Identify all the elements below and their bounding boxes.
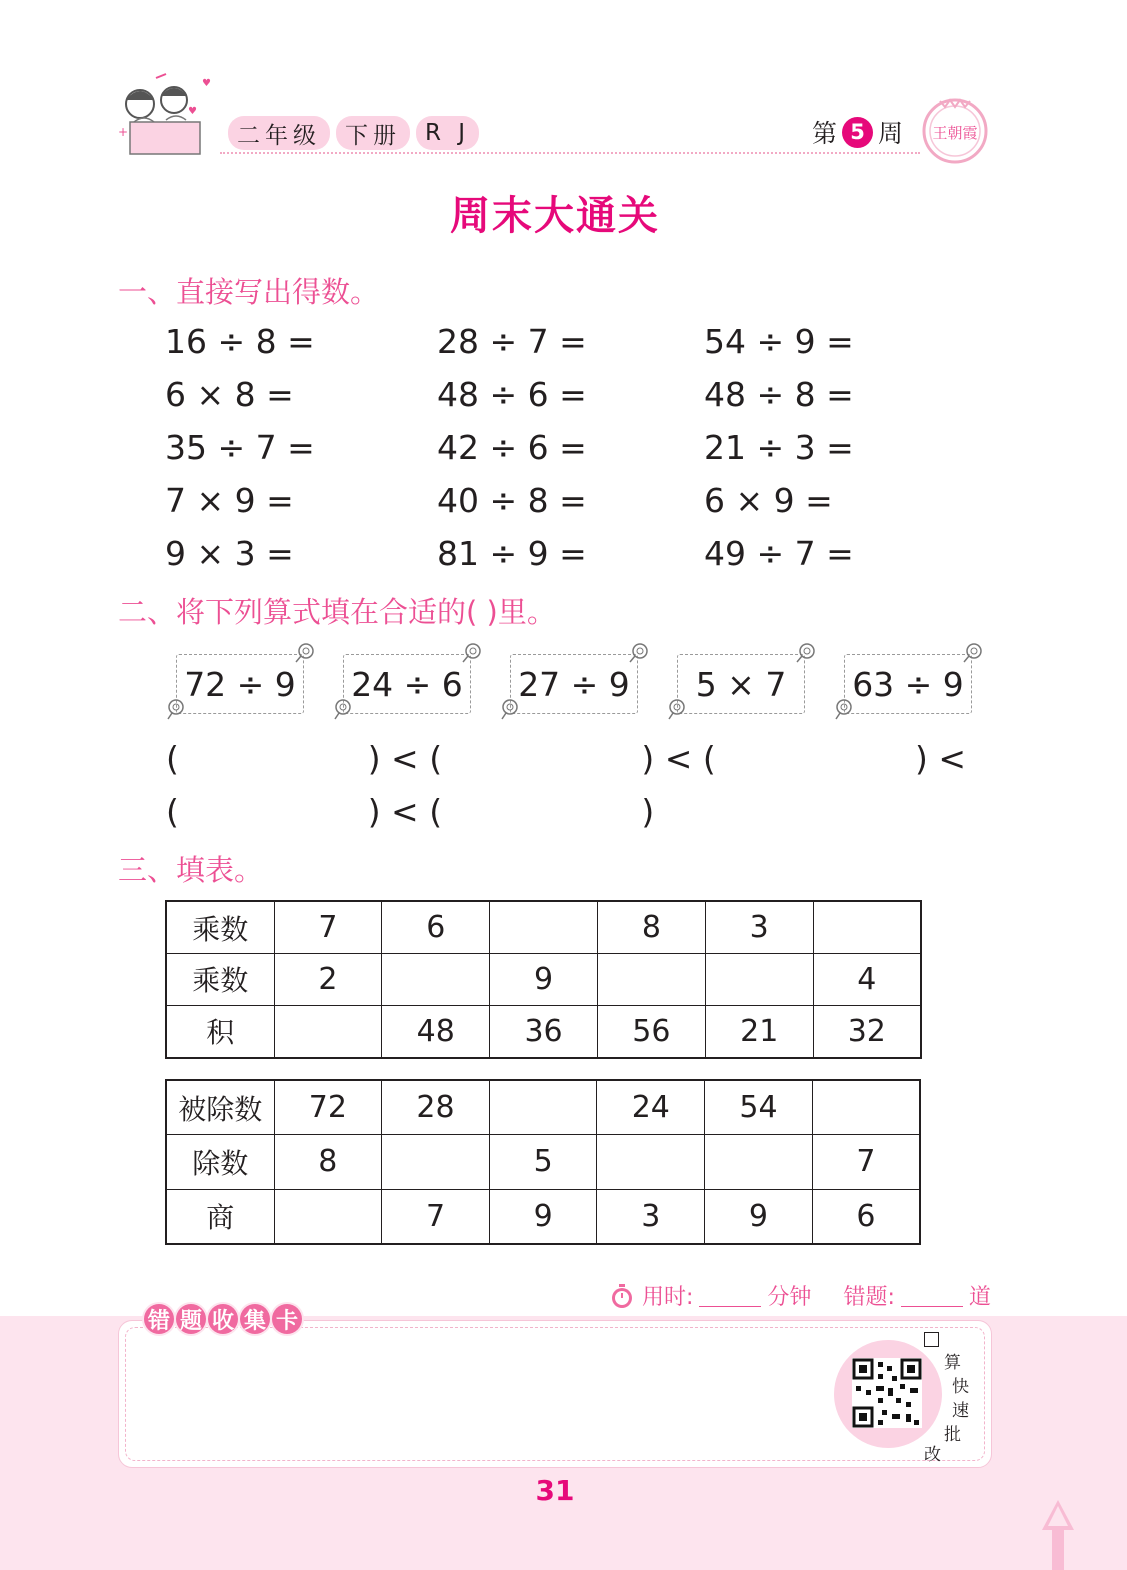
table-row — [166, 1005, 921, 1058]
problem: 42 ÷ 6 = — [437, 428, 587, 467]
problem: 16 ÷ 8 = — [165, 322, 315, 361]
grade-pill: 二年级 — [228, 116, 330, 150]
problem: 81 ÷ 9 = — [437, 534, 587, 573]
checkbox-icon[interactable] — [924, 1332, 939, 1347]
ordering-line-2[interactable]: ( ) < ( ) — [166, 792, 655, 831]
table-row — [166, 1189, 920, 1244]
table-cell: 3 — [705, 901, 813, 954]
svg-text:王朝霞: 王朝霞 — [932, 124, 978, 142]
problem: 7 × 9 = — [165, 481, 294, 520]
svg-text:+: + — [118, 125, 129, 139]
table-cell-blank[interactable] — [597, 1135, 705, 1189]
svg-text:♥: ♥ — [188, 106, 197, 117]
problem: 48 ÷ 6 = — [437, 375, 587, 414]
week-suffix: 周 — [878, 119, 904, 148]
row-label: 乘数 — [166, 901, 274, 954]
tag-char: 题 — [176, 1304, 206, 1334]
table-cell: 28 — [382, 1080, 490, 1135]
table-cell: 7 — [274, 901, 382, 954]
lollipop-icon — [962, 642, 984, 664]
division-table — [165, 1079, 921, 1245]
table-cell-blank[interactable] — [597, 954, 705, 1006]
week-prefix: 第 — [812, 119, 838, 148]
qr-caption-char: 改 — [924, 1445, 941, 1465]
edition-pill: R J — [416, 116, 479, 150]
table-cell-blank[interactable] — [705, 954, 813, 1006]
row-label: 乘数 — [166, 954, 274, 1006]
table-cell: 56 — [597, 1005, 705, 1058]
table-cell: 7 — [812, 1135, 920, 1189]
problem: 9 × 3 = — [165, 534, 294, 573]
problem: 6 × 9 = — [704, 481, 833, 520]
problem: 28 ÷ 7 = — [437, 322, 587, 361]
table-cell: 9 — [705, 1189, 813, 1244]
week-indicator — [812, 112, 903, 152]
lollipop-icon — [294, 642, 316, 664]
tag-char: 集 — [240, 1304, 270, 1334]
table-cell: 8 — [597, 901, 705, 954]
row-label: 被除数 — [166, 1080, 274, 1135]
section2-heading: 二、将下列算式填在合适的( )里。 — [118, 595, 556, 629]
error-label: 错题: — [843, 1285, 895, 1310]
kids-illustration-icon — [116, 72, 220, 164]
grade-label — [228, 114, 479, 152]
problem: 49 ÷ 7 = — [704, 534, 854, 573]
table-cell-blank[interactable] — [489, 1080, 597, 1135]
lollipop-icon — [795, 642, 817, 664]
lollipop-icon — [628, 642, 650, 664]
ordering-line-1[interactable]: ( ) < ( ) < ( ) < — [166, 739, 967, 778]
table-cell-blank[interactable] — [274, 1005, 382, 1058]
author-seal-icon — [918, 92, 992, 166]
expression-card: 5 × 7 — [677, 654, 805, 714]
table-cell-blank[interactable] — [705, 1135, 813, 1189]
svg-text:♥: ♥ — [202, 78, 211, 89]
table-cell: 32 — [813, 1005, 921, 1058]
lollipop-icon — [667, 698, 689, 720]
table-cell-blank[interactable] — [382, 1135, 490, 1189]
table-cell-blank[interactable] — [382, 954, 490, 1006]
table-cell: 21 — [705, 1005, 813, 1058]
tag-char: 错 — [144, 1304, 174, 1334]
week-number-badge: 5 — [842, 117, 873, 148]
table-cell: 9 — [490, 954, 598, 1006]
table-cell-blank[interactable] — [490, 901, 598, 954]
time-unit: 分钟 — [767, 1285, 812, 1310]
tag-char: 卡 — [272, 1304, 302, 1334]
table-row — [166, 1080, 920, 1135]
table-cell-blank[interactable] — [274, 1189, 382, 1244]
header-divider — [220, 152, 920, 154]
error-blank[interactable] — [901, 1284, 963, 1307]
error-unit: 道 — [968, 1285, 991, 1310]
mistake-card-tag — [144, 1304, 302, 1334]
row-label: 商 — [166, 1189, 274, 1244]
table-cell: 3 — [597, 1189, 705, 1244]
table-cell: 6 — [382, 901, 490, 954]
page-title: 周末大通关 — [450, 193, 660, 239]
table-cell: 24 — [597, 1080, 705, 1135]
table-cell: 9 — [489, 1189, 597, 1244]
table-cell: 8 — [274, 1135, 382, 1189]
page-number: 31 — [535, 1474, 575, 1507]
problem: 6 × 8 = — [165, 375, 294, 414]
time-blank[interactable] — [699, 1284, 761, 1307]
problem: 21 ÷ 3 = — [704, 428, 854, 467]
qr-caption-char: 算 — [944, 1353, 961, 1373]
table-cell: 6 — [812, 1189, 920, 1244]
table-row — [166, 901, 921, 954]
expression-card: 24 ÷ 6 — [343, 654, 471, 714]
section1-heading: 一、直接写出得数。 — [118, 275, 380, 309]
tag-char: 收 — [208, 1304, 238, 1334]
problem: 35 ÷ 7 = — [165, 428, 315, 467]
lollipop-icon — [834, 698, 856, 720]
table-cell: 7 — [382, 1189, 490, 1244]
table-cell: 4 — [813, 954, 921, 1006]
section3-heading: 三、填表。 — [118, 853, 264, 887]
table-cell: 2 — [274, 954, 382, 1006]
expression-card: 27 ÷ 9 — [510, 654, 638, 714]
expression-card: 63 ÷ 9 — [844, 654, 972, 714]
stopwatch-icon — [608, 1282, 636, 1310]
row-label: 积 — [166, 1005, 274, 1058]
qr-caption-char: 速 — [952, 1401, 969, 1421]
table-cell: 48 — [382, 1005, 490, 1058]
qr-caption-char: 快 — [952, 1377, 969, 1397]
problem: 54 ÷ 9 = — [704, 322, 854, 361]
table-cell: 36 — [490, 1005, 598, 1058]
lollipop-icon — [461, 642, 483, 664]
qr-caption-char: 批 — [944, 1425, 961, 1445]
table-row — [166, 954, 921, 1006]
table-cell: 5 — [489, 1135, 597, 1189]
timing-row — [608, 1280, 991, 1311]
time-label: 用时: — [642, 1285, 694, 1310]
problem: 40 ÷ 8 = — [437, 481, 587, 520]
row-label: 除数 — [166, 1135, 274, 1189]
lollipop-icon — [500, 698, 522, 720]
table-cell: 72 — [274, 1080, 382, 1135]
multiplication-table — [165, 900, 922, 1059]
arrow-up-icon — [1040, 1500, 1076, 1570]
table-cell: 54 — [705, 1080, 813, 1135]
table-cell-blank[interactable] — [812, 1080, 920, 1135]
qr-code-icon[interactable] — [852, 1358, 922, 1428]
table-cell-blank[interactable] — [813, 901, 921, 954]
table-row — [166, 1135, 920, 1189]
expression-card: 72 ÷ 9 — [176, 654, 304, 714]
lollipop-icon — [166, 698, 188, 720]
problem: 48 ÷ 8 = — [704, 375, 854, 414]
volume-pill: 下册 — [336, 116, 410, 150]
lollipop-icon — [333, 698, 355, 720]
